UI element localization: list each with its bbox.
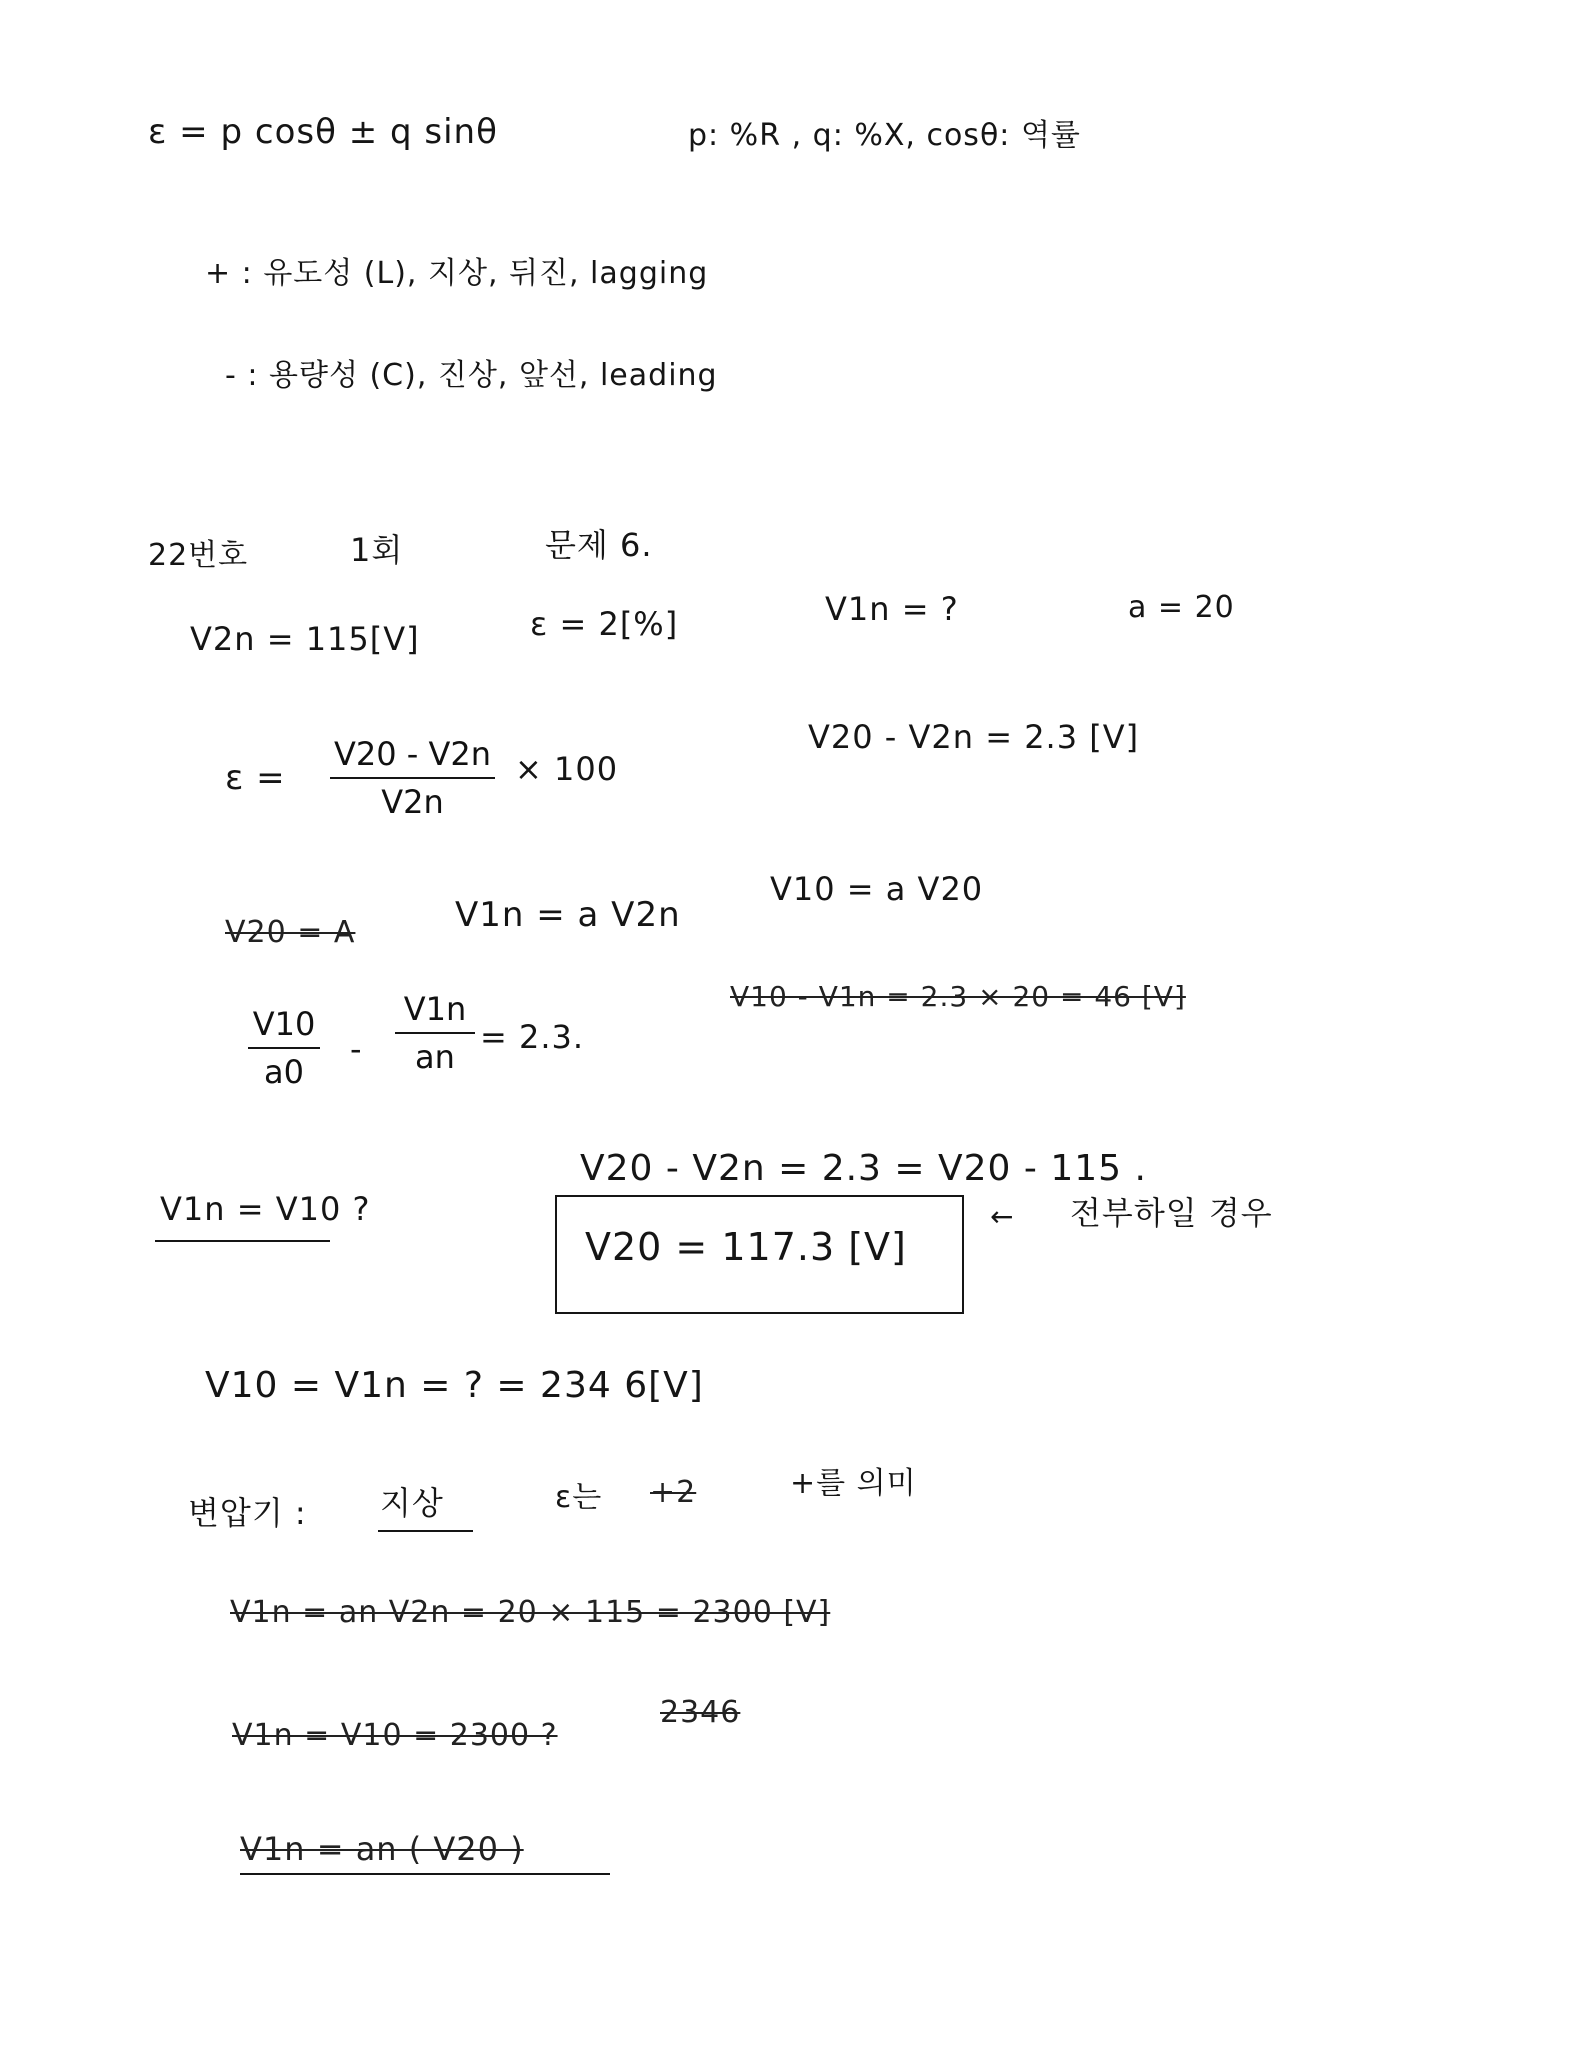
arrow-left-icon: ← <box>990 1200 1015 1233</box>
ratio-rhs: = 2.3. <box>480 1018 585 1056</box>
plus-sign-note: + : 유도성 (L), 지상, 뒤진, lagging <box>205 256 709 291</box>
answer-underline <box>378 1530 473 1532</box>
ratio-fraction-2 <box>395 990 475 1076</box>
problem-year: 22번호 <box>148 538 249 573</box>
struck-attempt-3: V1n = an ( V20 ) <box>240 1830 524 1868</box>
turns-ratio: a = 20 <box>1128 590 1235 625</box>
voltage-regulation-formula: ε = p cosθ ± q sinθ <box>148 112 498 152</box>
struck-attempt-2: V1n = V10 = 2300 ? <box>232 1718 558 1753</box>
question-equal-voltages: V1n = V10 ? <box>160 1190 371 1228</box>
primary-voltage-result: V10 = V1n = ? = 234 6[V] <box>205 1365 704 1406</box>
ratio-numerator-1: V10 <box>252 1005 316 1043</box>
answer-label: 변압기 : <box>188 1494 307 1532</box>
regulation-multiplier: × 100 <box>515 750 619 788</box>
primary-rated-relation: V1n = a V2n <box>455 895 681 935</box>
regulation-denominator: V2n <box>381 783 444 821</box>
answer-note-prefix: ε는 <box>555 1480 603 1515</box>
ratio-numerator-2: V1n <box>403 990 467 1028</box>
problem-round: 1회 <box>350 531 404 569</box>
minus-sign-note: - : 용량성 (C), 진상, 앞선, leading <box>225 358 718 393</box>
ratio-fraction-1 <box>248 1005 320 1091</box>
given-secondary-voltage: V2n = 115[V] <box>190 620 420 658</box>
voltage-difference: V20 - V2n = 2.3 [V] <box>808 718 1140 756</box>
no-load-voltage-equation: V20 - V2n = 2.3 = V20 - 115 . <box>580 1148 1147 1189</box>
given-regulation: ε = 2[%] <box>530 605 679 643</box>
struck-attempt-3-underline <box>240 1873 610 1875</box>
regulation-numerator: V20 - V2n <box>333 735 492 773</box>
problem-number: 문제 6. <box>545 526 653 564</box>
regulation-lhs: ε = <box>225 758 286 798</box>
unknown-primary-voltage: V1n = ? <box>825 590 959 628</box>
answer-note-struck: +2 <box>650 1475 697 1510</box>
struck-difference-calc: V10 - V1n = 2.3 × 20 = 46 [V] <box>730 980 1186 1013</box>
ratio-denominator-2: an <box>415 1038 455 1076</box>
ratio-denominator-1: a0 <box>264 1053 304 1091</box>
primary-noload-relation: V10 = a V20 <box>770 870 984 908</box>
struck-attempt-1: V1n = an V2n = 20 × 115 = 2300 [V] <box>230 1595 831 1630</box>
answer-lagging: 지상 <box>380 1484 444 1522</box>
struck-attempt-2b: 2346 <box>660 1695 741 1730</box>
question-underline <box>155 1240 330 1242</box>
boxed-no-load-voltage: V20 = 117.3 [V] <box>585 1225 907 1269</box>
ratio-minus: - <box>350 1030 363 1068</box>
formula-definitions: p: %R , q: %X, cosθ: 역률 <box>688 118 1081 153</box>
struck-v20-equals-a: V20 = A <box>225 915 356 950</box>
regulation-fraction <box>330 735 495 821</box>
full-load-note: 전부하일 경우 <box>1070 1194 1273 1232</box>
answer-note-suffix: +를 의미 <box>790 1466 917 1501</box>
